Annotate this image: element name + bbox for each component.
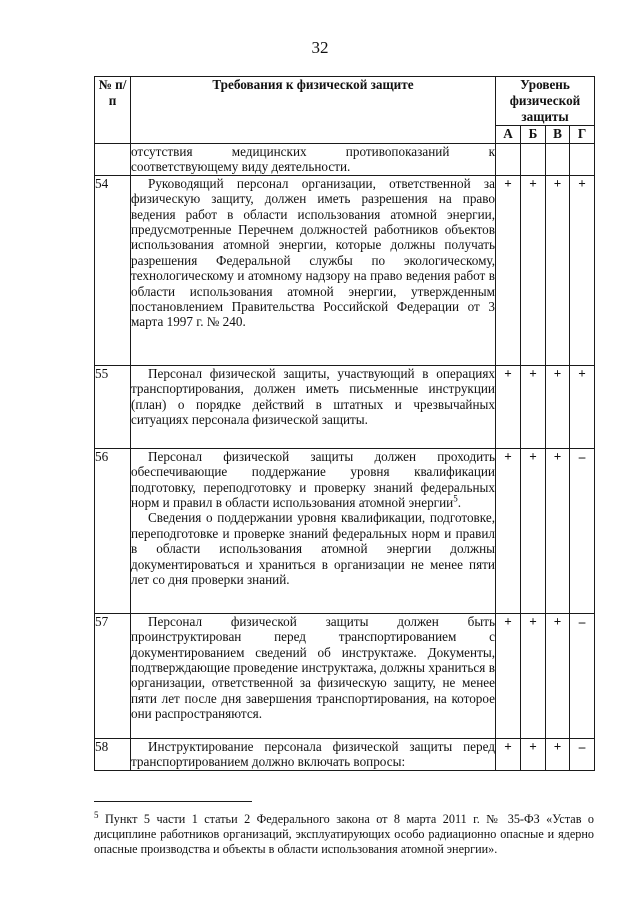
row-number: 58	[95, 738, 131, 770]
requirement-paragraph-text: Персонал физической защиты должен проходить обеспечивающие поддержание уровня квалификации подготовку, переподготовку и проверку знаний федеральных норм и правил в области использования атомной энергии	[131, 448, 495, 511]
mark-a: +	[496, 175, 521, 365]
row-requirement	[131, 175, 496, 365]
table-row-58	[95, 738, 595, 770]
mark-v: +	[546, 365, 570, 448]
requirements-table	[94, 76, 595, 771]
mark-v: +	[546, 175, 570, 365]
mark-g	[570, 144, 595, 176]
mark-a: +	[496, 738, 521, 770]
row-number: 56	[95, 448, 131, 613]
header-protection-level: Уровень физической защиты	[496, 77, 595, 126]
footnote-divider	[94, 801, 252, 802]
mark-v: +	[546, 448, 570, 613]
mark-g: +	[570, 175, 595, 365]
requirement-paragraph: Персонал физической защиты должен проходить обеспечивающие поддержание уровня квалификации подготовку, переподготовку и проверку знаний федеральных норм и правил в области использования атомной энергии$^5$.	[131, 448, 495, 511]
mark-g: –	[570, 448, 595, 613]
table-row-56	[95, 448, 595, 613]
row-requirement	[131, 448, 496, 613]
footnote-reference: 5	[453, 493, 458, 504]
mark-b: +	[521, 365, 546, 448]
mark-g: –	[570, 613, 595, 738]
row-requirement	[131, 738, 496, 770]
mark-a: +	[496, 365, 521, 448]
mark-v	[546, 144, 570, 176]
header-level-a: А	[496, 126, 521, 144]
footnote	[94, 809, 595, 857]
row-requirement	[131, 365, 496, 448]
mark-g: +	[570, 365, 595, 448]
row-number: 54	[95, 175, 131, 365]
row-requirement	[131, 144, 496, 176]
footnote-text: Пункт 5 части 1 статьи 2 Федерального закона от 8 марта 2011 г. № 35-ФЗ «Устав о дисциплине работников организаций, эксплуатирующих особо радиационно опасные и ядерно опасные производства и объекты в области использования атомной энергии».	[94, 812, 595, 856]
row-number: 57	[95, 613, 131, 738]
footnote-marker: 5	[94, 809, 99, 820]
header-level-v: В	[546, 126, 570, 144]
table-row-54	[95, 175, 595, 365]
mark-v: +	[546, 613, 570, 738]
requirement-paragraph: отсутствия медицинских противопоказаний к соответствующему виду деятельности.	[131, 144, 495, 175]
requirement-paragraph: Персонал физической защиты, участвующий в операциях транспортирования, должен иметь письменные инструкции (план) о порядке действий в штатных и чрезвычайных ситуациях персонала физической защиты.	[131, 365, 495, 428]
requirement-paragraph: Инструктирование персонала физической защиты перед транспортированием должно включать вопросы:	[131, 738, 495, 770]
mark-b	[521, 144, 546, 176]
mark-a	[496, 144, 521, 176]
mark-v: +	[546, 738, 570, 770]
mark-b: +	[521, 738, 546, 770]
header-level-g: Г	[570, 126, 595, 144]
table-row-57	[95, 613, 595, 738]
row-number	[95, 144, 131, 176]
row-number: 55	[95, 365, 131, 448]
header-number: № п/п	[95, 77, 131, 144]
page-number: 32	[311, 38, 329, 57]
mark-a: +	[496, 448, 521, 613]
table-row-55	[95, 365, 595, 448]
requirement-paragraph: Персонал физической защиты должен быть проинструктирован перед транспортированием с документированием сведений об инструктаже. Документы, подтверждающие проведение инструктажа, должны храниться в организации, ответственной за физическую защиту, не менее пяти лет после дня завершения транспортирования, на которое они распространяются.	[131, 613, 495, 722]
table-row-continued	[95, 144, 595, 176]
mark-b: +	[521, 448, 546, 613]
requirement-paragraph: Сведения о поддержании уровня квалификации, подготовке, переподготовке и проверке знаний федеральных норм и правил в области использования атомной энергии должны документироваться и храниться в организации не менее пяти лет со дня проверки знаний.	[131, 510, 495, 588]
header-level-b: Б	[521, 126, 546, 144]
requirement-paragraph: Руководящий персонал организации, ответственной за физическую защиту, должен иметь разрешения на право ведения работ в области использования атомной энергии, предусмотренные Перечнем должностей работников объектов использования атомной энергии, которые должны получать разрешения Федеральной службы по экологическому, технологическому и атомному надзору на право ведения работ в области использования атомной энергии, утвержденным постановлением Правительства Российской Федерации от 3 марта 1997 г. № 240.	[131, 175, 495, 330]
mark-b: +	[521, 613, 546, 738]
header-requirements: Требования к физической защите	[131, 77, 496, 144]
mark-g: –	[570, 738, 595, 770]
mark-b: +	[521, 175, 546, 365]
mark-a: +	[496, 613, 521, 738]
row-requirement	[131, 613, 496, 738]
